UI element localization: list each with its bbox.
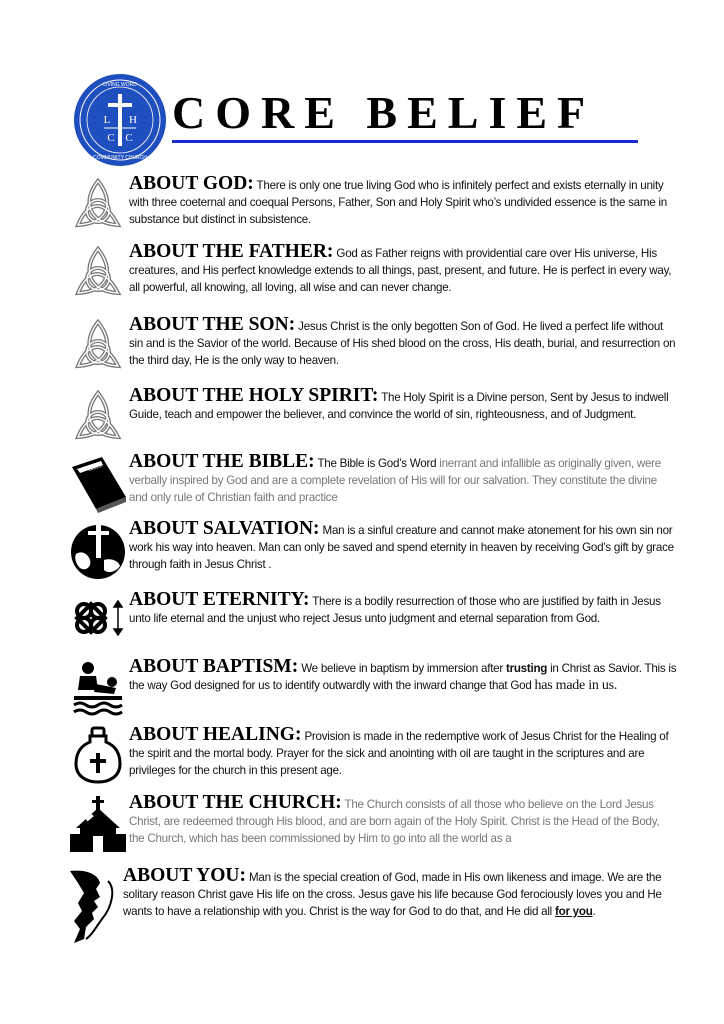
belief-body: Jesus Christ is the only begotten Son of God. He lived a perfect life without sin and is the Savior of the world. Because of His shed blood on the cross, His death, burial, and resurrection on the third day, He is the only way to heaven. — [129, 320, 676, 367]
belief-body: Man is the special creation of God, made in His own likeness and image. We are the solitary reason Christ gave His life on the cross. Jesus gave his life because God ferociously loves you and He wants to have a relationship with you. Christ is the way for God to do that, and He did all — [123, 871, 662, 918]
belief-heading: ABOUT THE SON: — [129, 314, 296, 335]
belief-heading: ABOUT ETERNITY: — [129, 589, 310, 610]
belief-heading: ABOUT YOU: — [123, 865, 246, 886]
logo-letter-h: H — [129, 114, 137, 126]
logo-top-text: LIVING WORD — [103, 82, 137, 88]
title-underline — [172, 140, 638, 143]
church-icon — [68, 794, 128, 854]
baptism-icon — [68, 658, 128, 718]
belief-text — [129, 726, 677, 779]
belief-body: The Bible is God’s Word — [317, 457, 437, 470]
belief-text — [129, 794, 677, 847]
triquetra-icon — [68, 175, 128, 235]
belief-heading: ABOUT SALVATION: — [129, 518, 320, 539]
triquetra-icon — [68, 387, 128, 447]
belief-body-serif: has made in us. — [534, 678, 618, 693]
belief-body: Man is a sinful creature and cannot make atonement for his own sin nor work his way into heaven. Man can only be saved and spend eternity in heaven by receiving God’s gift by grace through faith in Jesus Christ . — [129, 524, 674, 571]
belief-body: There is only one true living God who is infinitely perfect and exists eternally in unity with three coeternal and coequal Persons, Father, Son and Holy Spirit who’s undivided essence is the same in substance but distinct in subsistence. — [129, 179, 667, 226]
for-you-link: for you — [555, 905, 593, 918]
belief-text — [129, 591, 677, 627]
belief-heading: ABOUT THE HOLY SPIRIT: — [129, 385, 379, 406]
belief-body-grey: inerrant and infallible as originally given, were verbally inspired by God and are a complete revelation of His will for our salvation. They constitute the divine and only rule of Christian faith and practice — [129, 457, 661, 504]
svg-text:BIBLE: BIBLE — [88, 463, 104, 473]
belief-body: We believe in baptism by immersion after — [301, 662, 503, 675]
belief-text — [129, 453, 677, 506]
logo-letter-c2: C — [125, 132, 133, 144]
triquetra-icon — [68, 316, 128, 376]
belief-body-bold: trusting — [505, 662, 548, 675]
belief-body-grey: The Church consists of all those who believe on the Lord Jesus Christ, are redeemed through His blood, and are born again of the Holy Spirit. Christ is the Head of the Body, the Church, which has been commissioned by Him to go into all the world as a — [129, 798, 660, 845]
belief-heading: ABOUT THE FATHER: — [129, 241, 334, 262]
church-logo — [72, 72, 168, 168]
bible-icon — [68, 453, 128, 513]
belief-body-end: . — [592, 905, 596, 918]
triquetra-icon — [68, 243, 128, 303]
belief-text — [129, 243, 677, 296]
belief-text — [129, 316, 677, 369]
belief-text — [129, 658, 677, 694]
logo-letter-c1: C — [107, 132, 115, 144]
belief-text — [123, 867, 679, 920]
belief-body: The Holy Spirit is a Divine person, Sent by Jesus to indwell Guide, teach and empower the believer, and convince the world of sin, righteousness, and of Judgment. — [129, 391, 669, 421]
logo-bottom-text: COMMUNITY CHURCH — [93, 155, 147, 161]
eternity-knot-icon — [68, 591, 128, 651]
belief-heading: ABOUT GOD: — [129, 173, 254, 194]
belief-body: God as Father reigns with providential care over His universe, His creatures, and His perfect knowledge extends to all things, past, present, and future. He is perfect in every way, all powerful, all knowing, all loving, all wise and can never change. — [129, 247, 672, 294]
face-profile-icon — [68, 867, 128, 947]
belief-body: There is a bodily resurrection of those who are justified by faith in Jesus unto life eternal and the unjust who reject Jesus unto judgment and eternal separation from God. — [129, 595, 661, 625]
belief-heading: ABOUT THE CHURCH: — [129, 792, 342, 813]
logo-letter-l: L — [103, 114, 111, 126]
belief-text — [129, 175, 677, 228]
belief-heading: ABOUT THE BIBLE: — [129, 451, 315, 472]
belief-heading: ABOUT BAPTISM: — [129, 656, 299, 677]
belief-text — [129, 387, 677, 423]
belief-text — [129, 520, 677, 573]
globe-cross-icon — [68, 520, 128, 580]
page-header — [72, 72, 652, 172]
oil-bottle-icon — [68, 726, 128, 786]
belief-heading: ABOUT HEALING: — [129, 724, 302, 745]
belief-body: Provision is made in the redemptive work of Jesus Christ for the Healing of the spirit and the mortal body. Prayer for the sick and anointing with oil are taught in the scriptures and are privileges for the church in this present age. — [129, 730, 669, 777]
page-title: CORE BELIEF — [172, 87, 596, 138]
belief-body-after: in Christ as Savior. This is the way God designed for us to identify outwardly with the inward change that God — [129, 662, 677, 692]
